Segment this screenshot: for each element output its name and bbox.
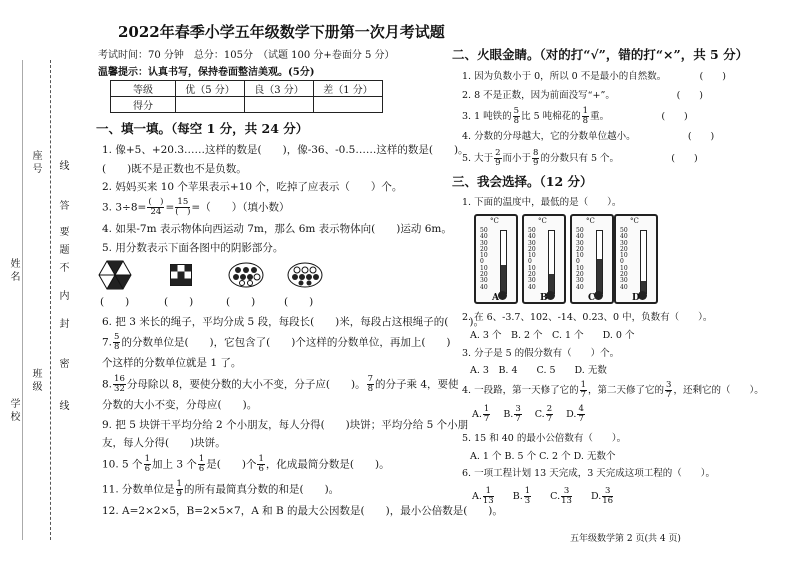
thermometer-label: A	[492, 293, 499, 303]
q10-frac3	[257, 455, 264, 474]
table-cell: 等级	[111, 81, 176, 97]
thermo-bulb	[498, 291, 507, 300]
q8-frac2	[367, 375, 374, 394]
option-label: D.	[590, 491, 602, 502]
q8	[102, 375, 459, 394]
numerator: 2	[495, 148, 501, 158]
section3-title: 三、我会选择。（12 分）	[452, 174, 593, 189]
tick-label: 30	[480, 277, 488, 285]
s3q4-frac2	[665, 381, 672, 400]
thermo-unit: °C	[630, 217, 639, 225]
thermometer-label: B	[540, 293, 548, 303]
q2: 2. 妈妈买来 10 个苹果表示+10 个，吃掉了应表示（ ）个。	[102, 181, 403, 193]
q5: 5. 用分数表示下面各图中的阴影部分。	[102, 242, 284, 254]
numerator: 2	[546, 404, 553, 414]
numerator: 1	[144, 454, 150, 464]
thermo-ticks	[528, 228, 536, 291]
hexagon-figure	[98, 260, 132, 290]
q11-post: 的所有最简真分数的和是( )。	[183, 483, 340, 496]
grid-figure	[170, 264, 192, 286]
tick-label: 0	[620, 258, 624, 266]
denominator: 8	[582, 116, 589, 126]
s3-q2: 2. 在 6、-3.7、102、-14、0.23、0 中，负数有（ ）。	[462, 312, 713, 323]
tick-label: 30	[528, 239, 536, 247]
s2-q3	[462, 107, 688, 126]
numerator: 1	[198, 454, 205, 464]
tick-label: 20	[528, 271, 536, 279]
denominator: 8	[114, 342, 120, 352]
numerator: 7	[367, 374, 373, 384]
tick-label: 10	[480, 252, 488, 260]
q4: 4. 如果-7m 表示物体向西运动 7m，那么 6m 表示物体向( )运动 6m。	[102, 223, 452, 235]
q10-frac2	[198, 455, 205, 474]
thermometer-d	[614, 214, 658, 304]
numerator: 8	[533, 148, 539, 158]
option	[472, 404, 491, 424]
q3-pre: 3. 3÷8=	[102, 201, 147, 214]
s2q3-pre: 3. 1 吨铁的	[462, 111, 512, 122]
s3-q1: 1. 下面的温度中，最低的是（ ）。	[462, 197, 622, 208]
q1b: ( )既不是正数也不是负数。	[102, 163, 247, 175]
denominator: 7	[483, 414, 490, 424]
s2-q1: 1. 因为负数小于 0，所以 0 不是最小的自然数。 ( )	[462, 71, 726, 82]
numerator: 1	[483, 487, 494, 497]
denominator: 8	[513, 116, 520, 126]
tick-label: 40	[480, 283, 488, 291]
tick-label: 50	[576, 227, 584, 234]
denominator: 9	[495, 158, 501, 168]
denominator: 7	[578, 414, 584, 424]
tick-label: 30	[620, 277, 628, 285]
denominator: 16	[602, 496, 614, 506]
thermometer-c	[570, 214, 614, 304]
option-fraction	[546, 405, 553, 424]
option-label: C.	[534, 409, 545, 420]
tick-label: 30	[480, 239, 488, 247]
s2q3-frac2	[582, 107, 589, 126]
class-label: 班级	[30, 368, 41, 394]
tick-label: 40	[576, 283, 584, 291]
q3-post: =（ ）（填小数）	[191, 201, 290, 214]
tick-label: 50	[528, 227, 536, 234]
option-label: B.	[512, 491, 523, 502]
numerator: 3	[561, 487, 572, 497]
s2q5-pre: 5. 大于	[462, 153, 494, 164]
table-cell	[245, 97, 314, 113]
tick-label: 10	[480, 264, 488, 272]
option-label: A.	[472, 491, 482, 502]
q9b: 友，每人分得( )块饼。	[102, 437, 226, 449]
q10-mid: 加上 3 个	[151, 458, 197, 471]
tick-label: 20	[620, 245, 628, 253]
q8b: 分数的大小不变，分母应( )。	[102, 399, 258, 411]
thermo-ticks	[480, 228, 488, 291]
numerator: 3	[515, 404, 521, 414]
thermometer-b	[522, 214, 566, 304]
tick-label: 40	[576, 233, 584, 241]
denominator: 3	[524, 496, 531, 506]
q7-post: 的分数单位是( )，它包含了( )个这样的分数单位，再加上( )	[121, 336, 451, 349]
thermometer-a	[474, 214, 518, 304]
denominator: 7	[580, 390, 587, 400]
name-label: 姓名	[8, 258, 19, 284]
dots-oval-figure-2	[287, 262, 323, 288]
s3-q6-options	[472, 487, 632, 506]
seal-word-6: 题	[57, 244, 68, 257]
seal-word-5: 答	[57, 200, 68, 213]
q10-pre: 10. 5 个	[102, 458, 143, 471]
q7	[102, 333, 451, 352]
denominator: 13	[561, 496, 572, 506]
q8-mid: 分母除以 8，要使分数的大小不变，分子应( )。	[126, 378, 366, 391]
s2q5-frac1	[494, 149, 501, 168]
tick-label: 40	[528, 233, 536, 241]
q10-frac1	[144, 455, 151, 474]
tick-label: 40	[620, 233, 628, 241]
thermo-tube	[640, 230, 647, 294]
s2q3-frac1	[513, 107, 520, 126]
s2-q5	[462, 149, 698, 168]
table-cell: 优（5 分）	[176, 81, 245, 97]
q9a: 9. 把 5 块饼干平均分给 2 个小朋友，每人分得( )块饼；平均分给 5 个小朋	[102, 419, 469, 431]
s2-q4: 4. 分数的分母越大，它的分数单位越小。 ( )	[462, 131, 715, 142]
numerator: 5	[114, 332, 120, 342]
q5-blank-4: ( )	[284, 296, 314, 308]
q5-blank-1: ( )	[100, 296, 130, 308]
numerator: 15	[175, 198, 190, 208]
table-row	[111, 97, 383, 113]
tick-label: 0	[480, 258, 484, 266]
binding-line-outer	[22, 60, 23, 540]
numerator: 3	[602, 487, 613, 497]
tick-label: 30	[576, 277, 584, 285]
seal-word-1: 线	[57, 160, 68, 173]
q12: 12. A=2×2×5，B=2×5×7，A 和 B 的最大公因数是( )，最小公倍数是( )。	[102, 505, 503, 517]
q10-mid2: 是( )个	[206, 458, 257, 471]
numerator: 1	[176, 479, 182, 489]
denominator: 32	[114, 384, 125, 394]
tip-text: 温馨提示：认真书写，保持卷面整洁美观。(5分)	[98, 67, 315, 78]
page-title: 2022年春季小学五年级数学下册第一次月考试题	[118, 23, 445, 41]
s2-q2: 2. 8 不是正数，因为前面没写“+”。 ( )	[462, 90, 703, 101]
section1-title: 一、填一填。（每空 1 分，共 24 分）	[96, 121, 309, 136]
tick-label: 10	[576, 264, 584, 272]
q5-blank-2: ( )	[164, 296, 194, 308]
table-row	[111, 81, 383, 97]
q11	[102, 480, 339, 499]
s3q4-post: ，还剩它的（ ）。	[673, 385, 764, 396]
numerator: 1	[258, 454, 264, 464]
s3-q3: 3. 分子是 5 的假分数有（ ）个。	[462, 348, 620, 359]
tick-label: 0	[528, 258, 532, 266]
option	[590, 486, 614, 506]
q8-frac1	[113, 375, 126, 394]
s2q3-post: 重。 ( )	[590, 111, 688, 122]
s3-q5-options: A. 1 个 B. 5 个 C. 2 个 D. 无数个	[470, 451, 616, 462]
tick-label: 0	[576, 258, 580, 266]
option-label: A.	[472, 409, 482, 420]
seat-label: 座号	[30, 150, 41, 176]
s3-q6: 6. 一项工程计划 13 天完成，3 天完成这项工程的（ ）。	[462, 468, 716, 479]
seal-word-4: 要	[57, 226, 68, 239]
s3-q3-options: A. 3 B. 4 C. 5 D. 无数	[470, 365, 607, 376]
thermo-ticks	[620, 228, 628, 291]
q3: 3. 3÷8= $\frac{( )}{24}$ = $\frac{15}{( )}$ =（ ）（填小数）	[102, 197, 290, 217]
tick-label: 50	[480, 227, 488, 234]
thermo-unit: °C	[586, 217, 595, 225]
tick-label: 40	[528, 283, 536, 291]
numerator: 1	[582, 106, 589, 116]
seal-word-8: 封	[57, 318, 68, 331]
option-fraction	[483, 487, 494, 506]
table-cell: 差（1 分）	[314, 81, 383, 97]
option	[472, 486, 495, 506]
option-fraction	[524, 487, 531, 506]
denominator: 6	[144, 464, 150, 474]
option-label: B.	[503, 409, 514, 420]
thermo-tube	[548, 230, 555, 294]
thermo-bulb	[594, 291, 603, 300]
numerator: 1	[524, 486, 531, 496]
option-fraction	[514, 405, 521, 424]
tick-label: 40	[480, 233, 488, 241]
denominator: 7	[546, 414, 553, 424]
s3-q4-options	[472, 405, 598, 424]
numerator: ( )	[148, 197, 164, 207]
s3-q5: 5. 15 和 40 的最小公倍数有（ ）。	[462, 433, 627, 444]
binding-line	[50, 60, 51, 540]
table-cell: 得分	[111, 97, 176, 113]
denominator: 6	[198, 464, 205, 474]
tick-label: 20	[480, 245, 488, 253]
tick-label: 30	[620, 239, 628, 247]
q6: 6. 把 3 米长的绳子，平均分成 5 段，每段长( )米，每段占这根绳子的( )。	[102, 316, 484, 328]
denominator: 24	[150, 207, 162, 217]
tick-label: 30	[528, 277, 536, 285]
numerator: 1	[483, 404, 490, 414]
denominator: 7	[515, 414, 521, 424]
page-footer: 五年级数学第 2 页(共 4 页)	[570, 534, 681, 544]
q8-post: 的分子乘 4，要使	[375, 378, 459, 391]
denominator: 6	[258, 464, 264, 474]
q7-frac	[113, 333, 120, 352]
s2q5-mid: 而小于	[502, 153, 532, 164]
tick-label: 20	[528, 245, 536, 253]
denominator: 9	[176, 489, 182, 499]
s2q5-post: 的分数只有 5 个。 ( )	[540, 153, 698, 164]
s2q5-frac2	[532, 149, 539, 168]
tick-label: 50	[620, 227, 628, 234]
thermo-level	[501, 265, 506, 293]
tick-label: 20	[480, 271, 488, 279]
s3-q2-options: A. 3 个 B. 2 个 C. 1 个 D. 0 个	[470, 330, 635, 341]
q10	[102, 455, 390, 474]
seal-word-9: 线	[57, 400, 68, 413]
option	[534, 404, 554, 424]
thermo-ticks	[576, 228, 584, 291]
seal-word-3: 不	[57, 262, 68, 275]
numerator: 5	[513, 106, 520, 116]
option	[512, 486, 532, 506]
section2-title: 二、火眼金睛。（对的打“√”，错的打“×”，共 5 分）	[452, 47, 749, 62]
s3-q4	[462, 381, 764, 400]
s3q4-frac1	[580, 381, 587, 400]
denominator: 13	[482, 496, 494, 506]
school-label: 学校	[8, 398, 19, 424]
tick-label: 10	[620, 264, 628, 272]
tick-label: 10	[528, 264, 536, 272]
q11-pre: 11. 分数单位是	[102, 483, 175, 496]
q3-frac2	[175, 198, 190, 217]
q5-blank-3: ( )	[226, 296, 256, 308]
option-fraction	[483, 405, 490, 424]
tick-label: 40	[620, 283, 628, 291]
denominator: 9	[533, 158, 539, 168]
numerator: 4	[578, 404, 584, 414]
tick-label: 10	[576, 252, 584, 260]
option-fraction	[561, 487, 572, 506]
denominator: 7	[666, 390, 672, 400]
tick-label: 30	[576, 239, 584, 247]
option-fraction	[602, 487, 613, 506]
option	[550, 486, 573, 506]
score-table	[110, 80, 383, 113]
table-cell: 良（3 分）	[245, 81, 314, 97]
dots-oval-figure-1	[228, 262, 264, 288]
q7b: 个这样的分数单位就是 1 了。	[102, 357, 242, 369]
option-fraction	[577, 405, 584, 424]
thermometer-label: C	[588, 293, 596, 303]
thermo-tube	[596, 230, 603, 294]
thermo-unit: °C	[490, 217, 499, 225]
option-label: D.	[566, 409, 577, 420]
exam-info: 考试时间：70 分钟 总分：105分 （试题 100 分+卷面分 5 分）	[98, 50, 395, 61]
denominator: 8	[367, 384, 373, 394]
denominator: ( )	[175, 207, 191, 217]
thermo-unit: °C	[538, 217, 547, 225]
table-cell	[176, 97, 245, 113]
q8-pre: 8.	[102, 378, 113, 391]
s3q4-mid: ，第二天修了它的	[588, 385, 665, 396]
option-label: C.	[550, 491, 561, 502]
numerator: 3	[666, 380, 672, 390]
thermo-tube	[500, 230, 507, 294]
q1a: 1. 像+5、+20.3……这样的数是( )，像-36、-0.5……这样的数是( )。	[102, 144, 469, 156]
numerator: 1	[580, 380, 587, 390]
s3q4-pre: 4. 一段路，第一天修了它的	[462, 385, 579, 396]
tick-label: 20	[576, 245, 584, 253]
numerator: 16	[114, 374, 125, 384]
thermo-level	[597, 259, 602, 293]
seal-word-7: 密	[57, 358, 68, 371]
q7-pre: 7.	[102, 336, 113, 349]
q3-frac1	[147, 198, 164, 217]
q11-frac	[176, 480, 183, 499]
tick-label: 10	[528, 252, 536, 260]
tick-label: 20	[620, 271, 628, 279]
seal-word-2: 内	[57, 290, 68, 303]
q10-post: ，化成最简分数是( )。	[265, 458, 390, 471]
table-cell	[314, 97, 383, 113]
s2q3-mid: 比 5 吨棉花的	[521, 111, 581, 122]
option	[503, 404, 522, 424]
option	[566, 404, 586, 424]
tick-label: 10	[620, 252, 628, 260]
thermometer-label: D	[632, 293, 640, 303]
tick-label: 20	[576, 271, 584, 279]
